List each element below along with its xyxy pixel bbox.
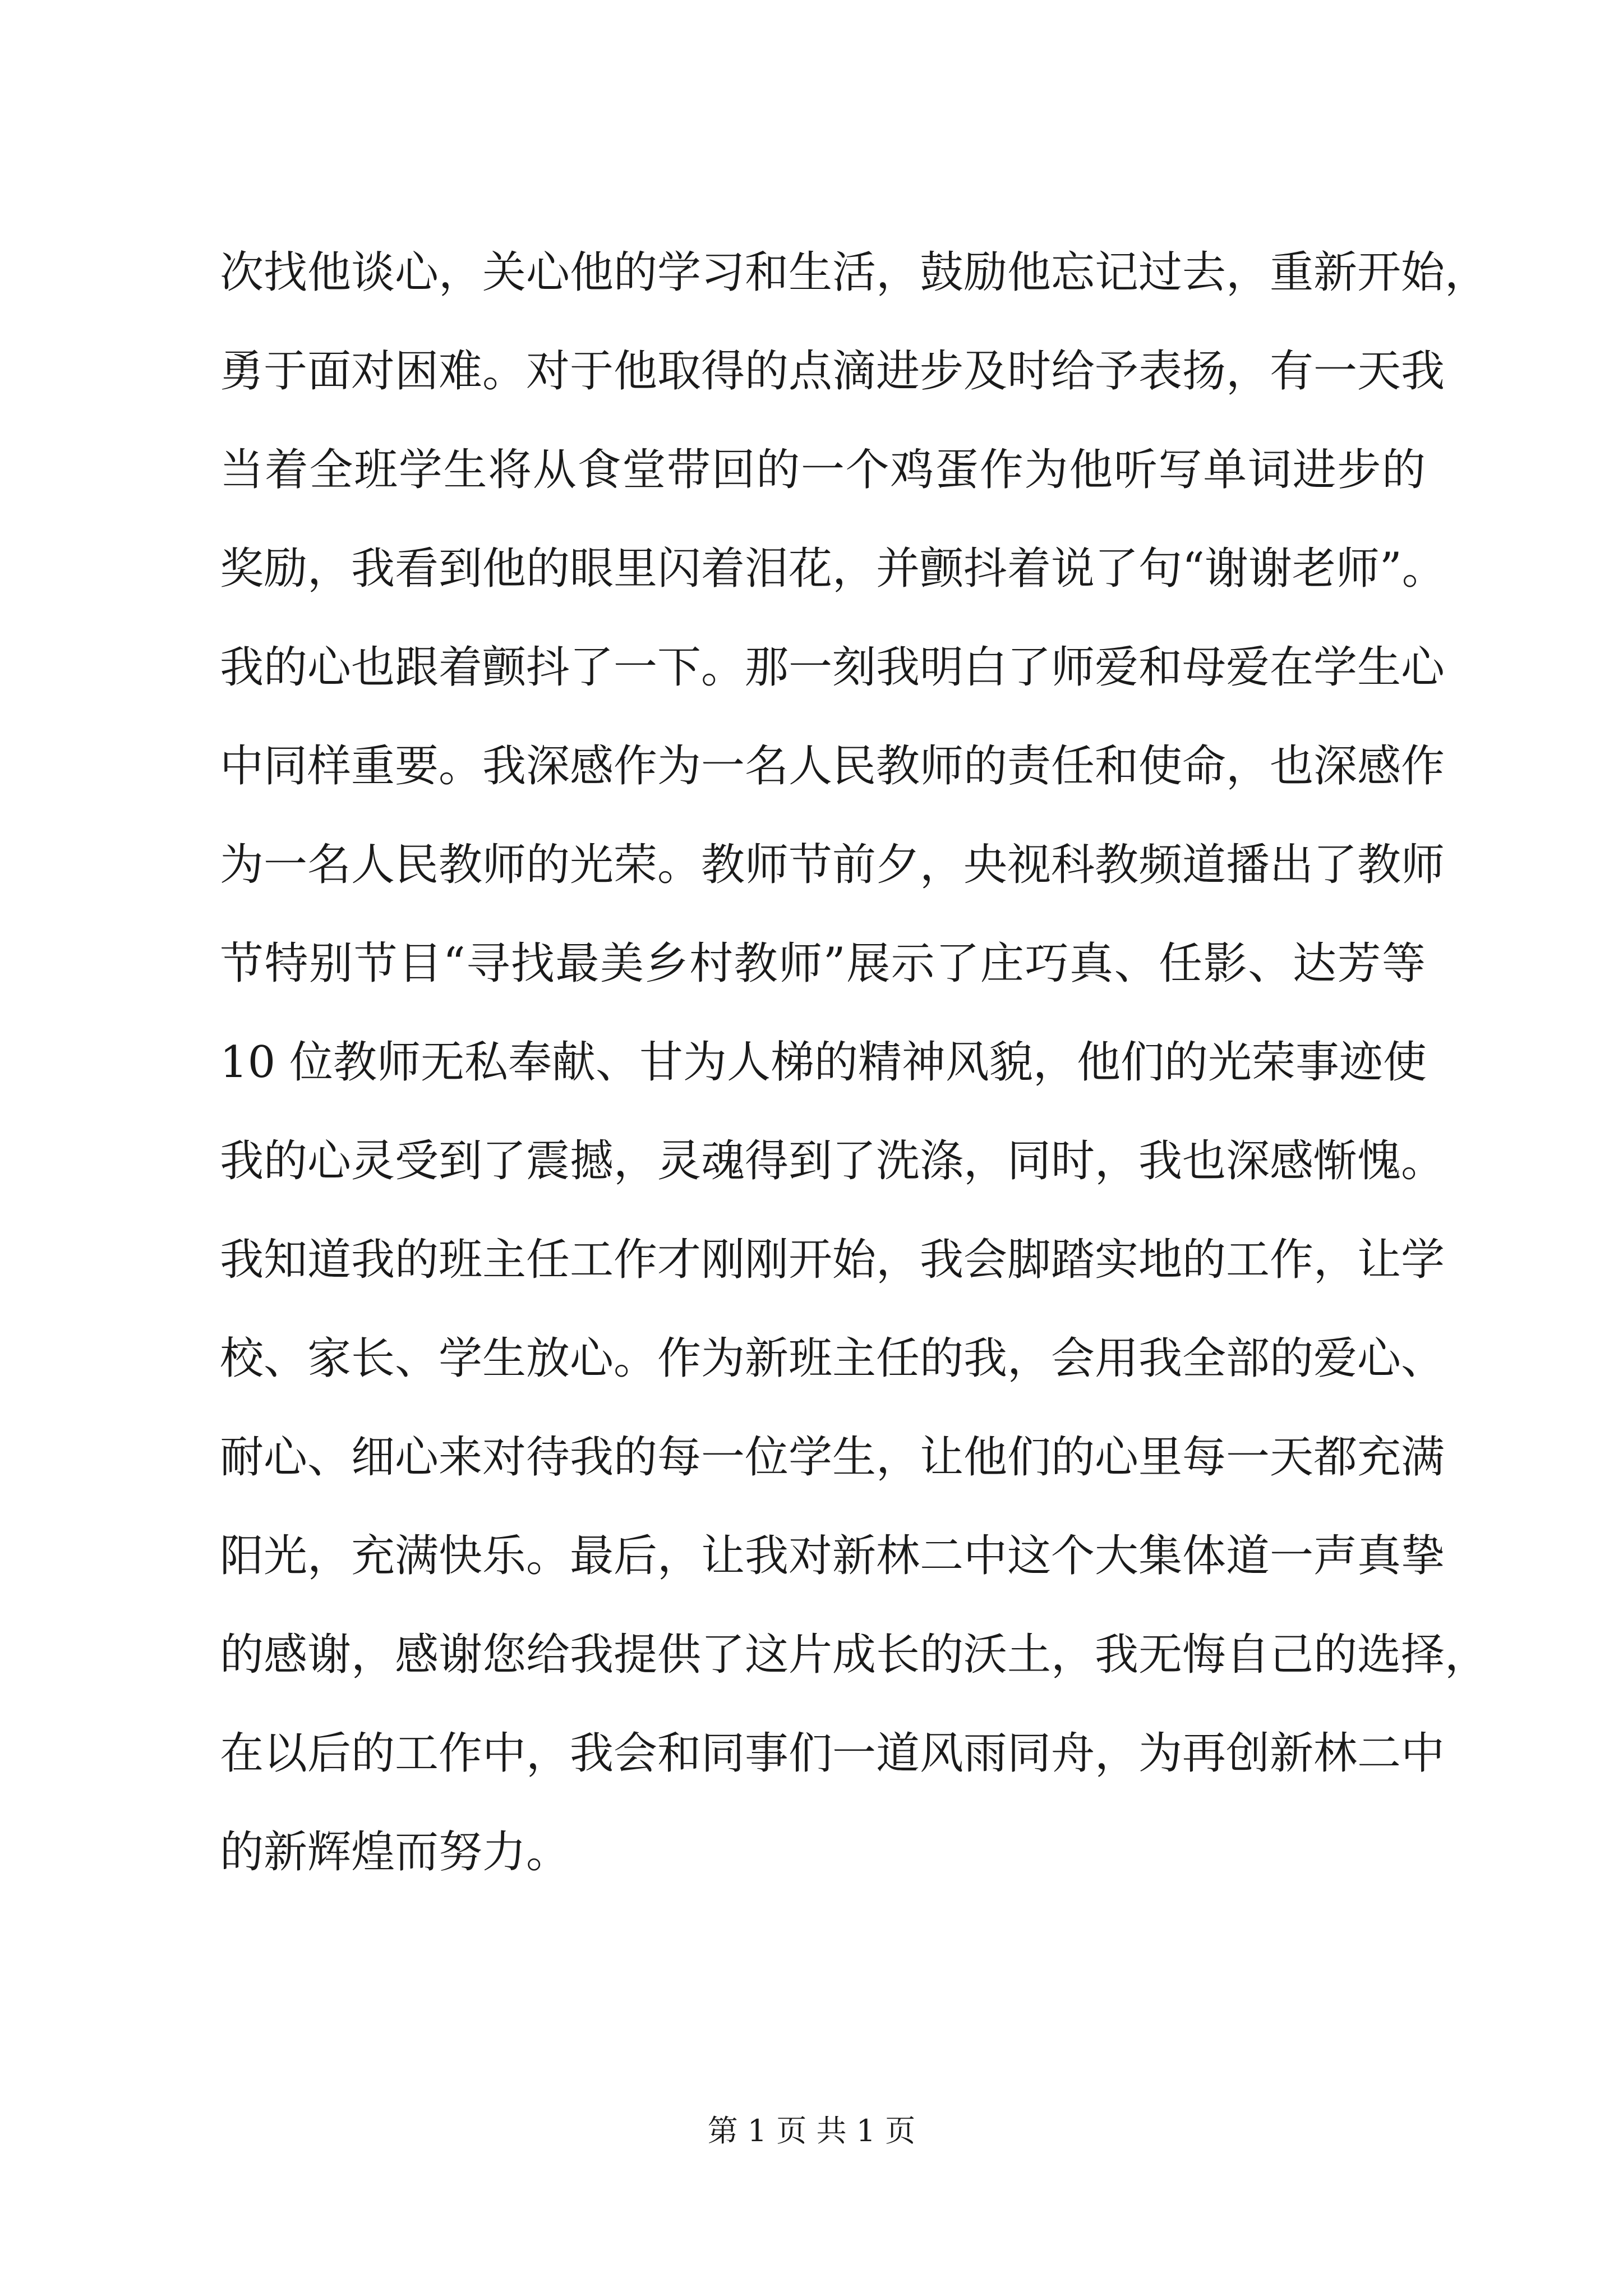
text-line: 勇于面对困难。对于他取得的点滴进步及时给予表扬，有一天我 (220, 346, 1445, 397)
text-line: 我的心灵受到了震撼，灵魂得到了洗涤，同时，我也深感惭愧。 (220, 1136, 1445, 1186)
text-line: 我的心也跟着颤抖了一下。那一刻我明白了师爱和母爱在学生心 (220, 642, 1445, 693)
text-line: 的新辉煌而努力。 (220, 1827, 570, 1878)
text-line: 节特别节目“寻找最美乡村教师”展示了庄巧真、任影、达芳等 (220, 938, 1426, 989)
text-line: 校、家长、学生放心。作为新班主任的我，会用我全部的爱心、 (220, 1333, 1445, 1384)
text-line: 为一名人民教师的光荣。教师节前夕，央视科教频道播出了教师 (220, 840, 1445, 890)
text-line: 我知道我的班主任工作才刚刚开始，我会脚踏实地的工作，让学 (220, 1235, 1445, 1285)
text-line: 阳光，充满快乐。最后，让我对新林二中这个大集体道一声真挚 (220, 1531, 1445, 1581)
text-line: 耐心、细心来对待我的每一位学生，让他们的心里每一天都充满 (220, 1432, 1445, 1483)
text-line: 中同样重要。我深感作为一名人民教师的责任和使命，也深感作 (220, 741, 1445, 792)
text-line: 的感谢，感谢您给我提供了这片成长的沃土，我无悔自己的选择， (220, 1630, 1489, 1680)
text-line: 次找他谈心，关心他的学习和生活，鼓励他忘记过去，重新开始， (220, 247, 1489, 298)
body-text (220, 223, 1489, 1902)
text-line: 10 位教师无私奉献、甘为人梯的精神风貌，他们的光荣事迹使 (220, 1037, 1427, 1088)
page-footer: 第 1 页 共 1 页 (707, 2113, 916, 2148)
text-line: 在以后的工作中，我会和同事们一道风雨同舟，为再创新林二中 (220, 1728, 1445, 1779)
text-line: 奖励，我看到他的眼里闪着泪花，并颤抖着说了句“谢谢老师”。 (220, 544, 1446, 594)
text-line: 当着全班学生将从食堂带回的一个鸡蛋作为他听写单词进步的 (220, 445, 1426, 495)
